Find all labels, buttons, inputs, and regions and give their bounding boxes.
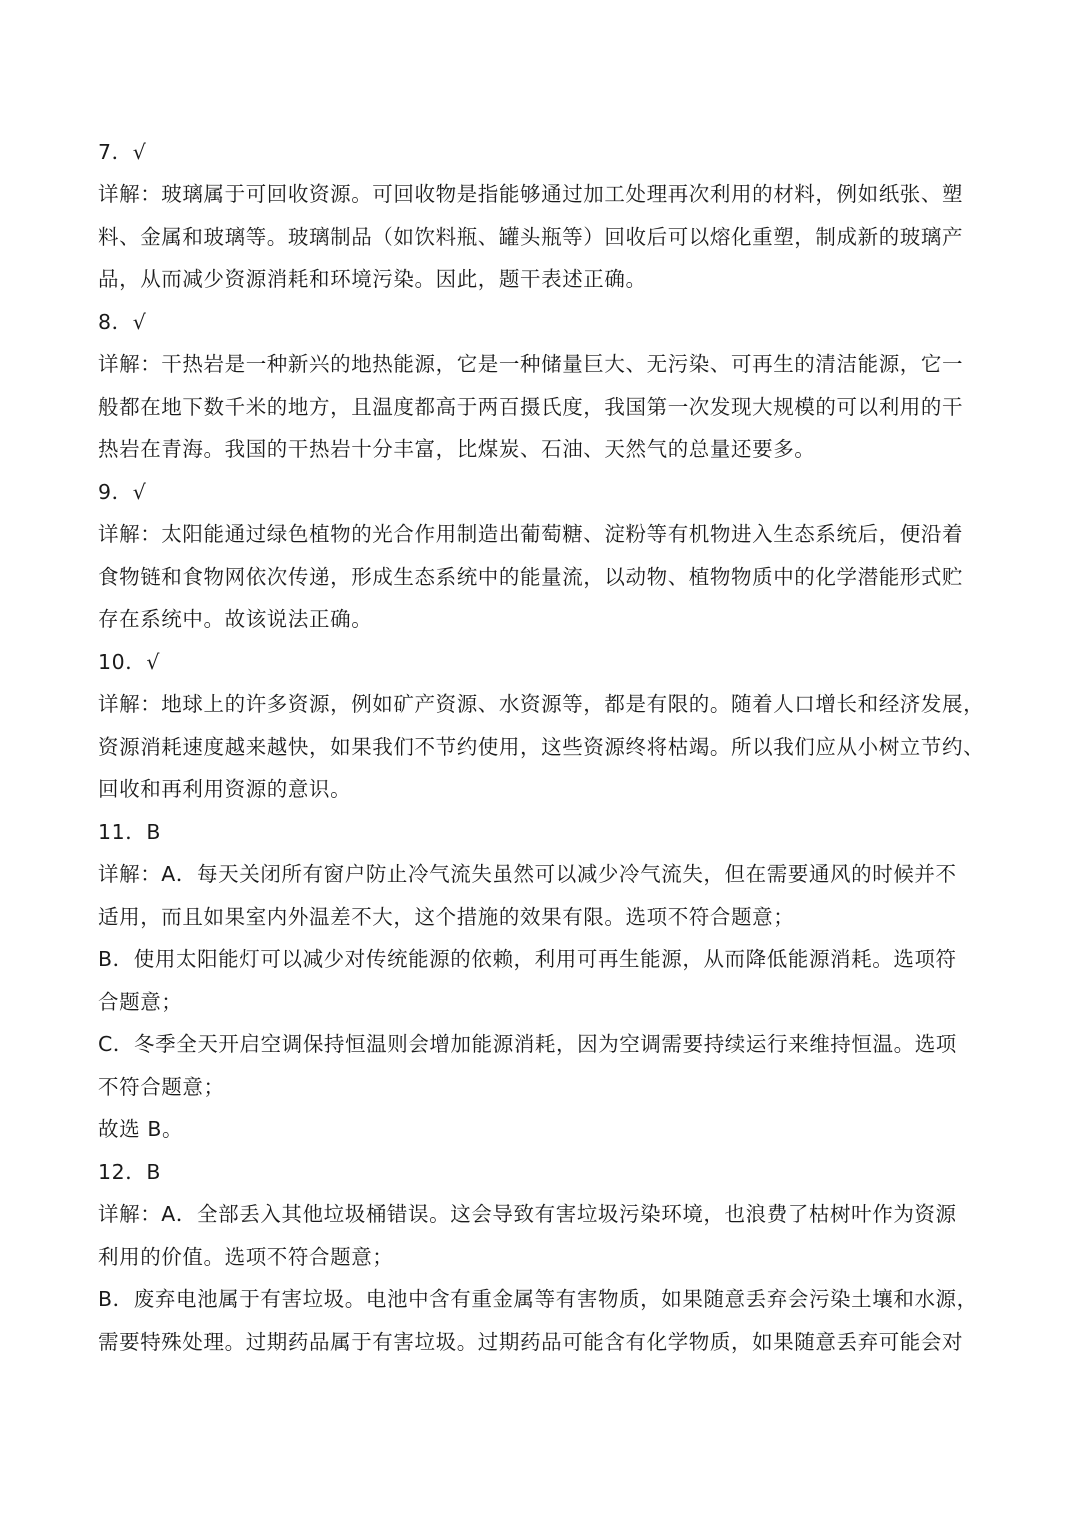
explanation-line: 详解：干热岩是一种新兴的地热能源，它是一种储量巨大、无污染、可再生的清洁能源，它一 xyxy=(98,352,964,376)
explanation-line: 食物链和食物网依次传递，形成生态系统中的能量流，以动物、植物物质中的化学潜能形式贮 xyxy=(98,565,964,589)
explanation-line: 详解：玻璃属于可回收资源。可回收物是指能够通过加工处理再次利用的材料，例如纸张、塑 xyxy=(98,182,964,206)
explanation-line: 品，从而减少资源消耗和环境污染。因此，题干表述正确。 xyxy=(98,267,647,291)
explanation-line: 热岩在青海。我国的干热岩十分丰富，比煤炭、石油、天然气的总量还要多。 xyxy=(98,437,816,461)
explanation-line: 详解：A．全部丢入其他垃圾桶错误。这会导致有害垃圾污染环境，也浪费了枯树叶作为资源 xyxy=(98,1202,957,1226)
explanation-line: 详解：地球上的许多资源，例如矿产资源、水资源等，都是有限的。随着人口增长和经济发展， xyxy=(98,692,985,716)
explanation-line: 资源消耗速度越来越快，如果我们不节约使用，这些资源终将枯竭。所以我们应从小树立节约、 xyxy=(98,735,985,759)
explanation-line: 详解：太阳能通过绿色植物的光合作用制造出葡萄糖、淀粉等有机物进入生态系统后，便沿着 xyxy=(98,522,964,546)
explanation-line: B．废弃电池属于有害垃圾。电池中含有重金属等有害物质，如果随意丢弃会污染土壤和水源， xyxy=(98,1287,978,1311)
explanation-line: 详解：A．每天关闭所有窗户防止冷气流失虽然可以减少冷气流失，但在需要通风的时候并不 xyxy=(98,862,957,886)
explanation-line: 不符合题意； xyxy=(98,1075,225,1099)
explanation-line: 回收和再利用资源的意识。 xyxy=(98,777,352,801)
explanation-line: B．使用太阳能灯可以减少对传统能源的依赖，利用可再生能源，从而降低能源消耗。选项符 xyxy=(98,947,957,971)
explanation-line: 存在系统中。故该说法正确。 xyxy=(98,607,373,631)
conclusion-line: 故选 B。 xyxy=(98,1117,184,1141)
answer-number: 10．√ xyxy=(98,650,161,674)
answer-number: 11．B xyxy=(98,820,162,844)
explanation-line: 合题意； xyxy=(98,990,183,1014)
answer-number: 12．B xyxy=(98,1160,162,1184)
explanation-line: 利用的价值。选项不符合题意； xyxy=(98,1245,394,1269)
explanation-line: 料、金属和玻璃等。玻璃制品（如饮料瓶、罐头瓶等）回收后可以熔化重塑，制成新的玻璃产 xyxy=(98,225,964,249)
answer-number: 9．√ xyxy=(98,480,147,504)
answer-number: 8．√ xyxy=(98,310,147,334)
explanation-line: 般都在地下数千米的地方，且温度都高于两百摄氏度，我国第一次发现大规模的可以利用的干 xyxy=(98,395,964,419)
explanation-line: C．冬季全天开启空调保持恒温则会增加能源消耗，因为空调需要持续运行来维持恒温。选项 xyxy=(98,1032,957,1056)
explanation-line: 需要特殊处理。过期药品属于有害垃圾。过期药品可能含有化学物质，如果随意丢弃可能会对 xyxy=(98,1330,964,1354)
answer-number: 7．√ xyxy=(98,140,147,164)
explanation-line: 适用，而且如果室内外温差不大，这个措施的效果有限。选项不符合题意； xyxy=(98,905,795,929)
